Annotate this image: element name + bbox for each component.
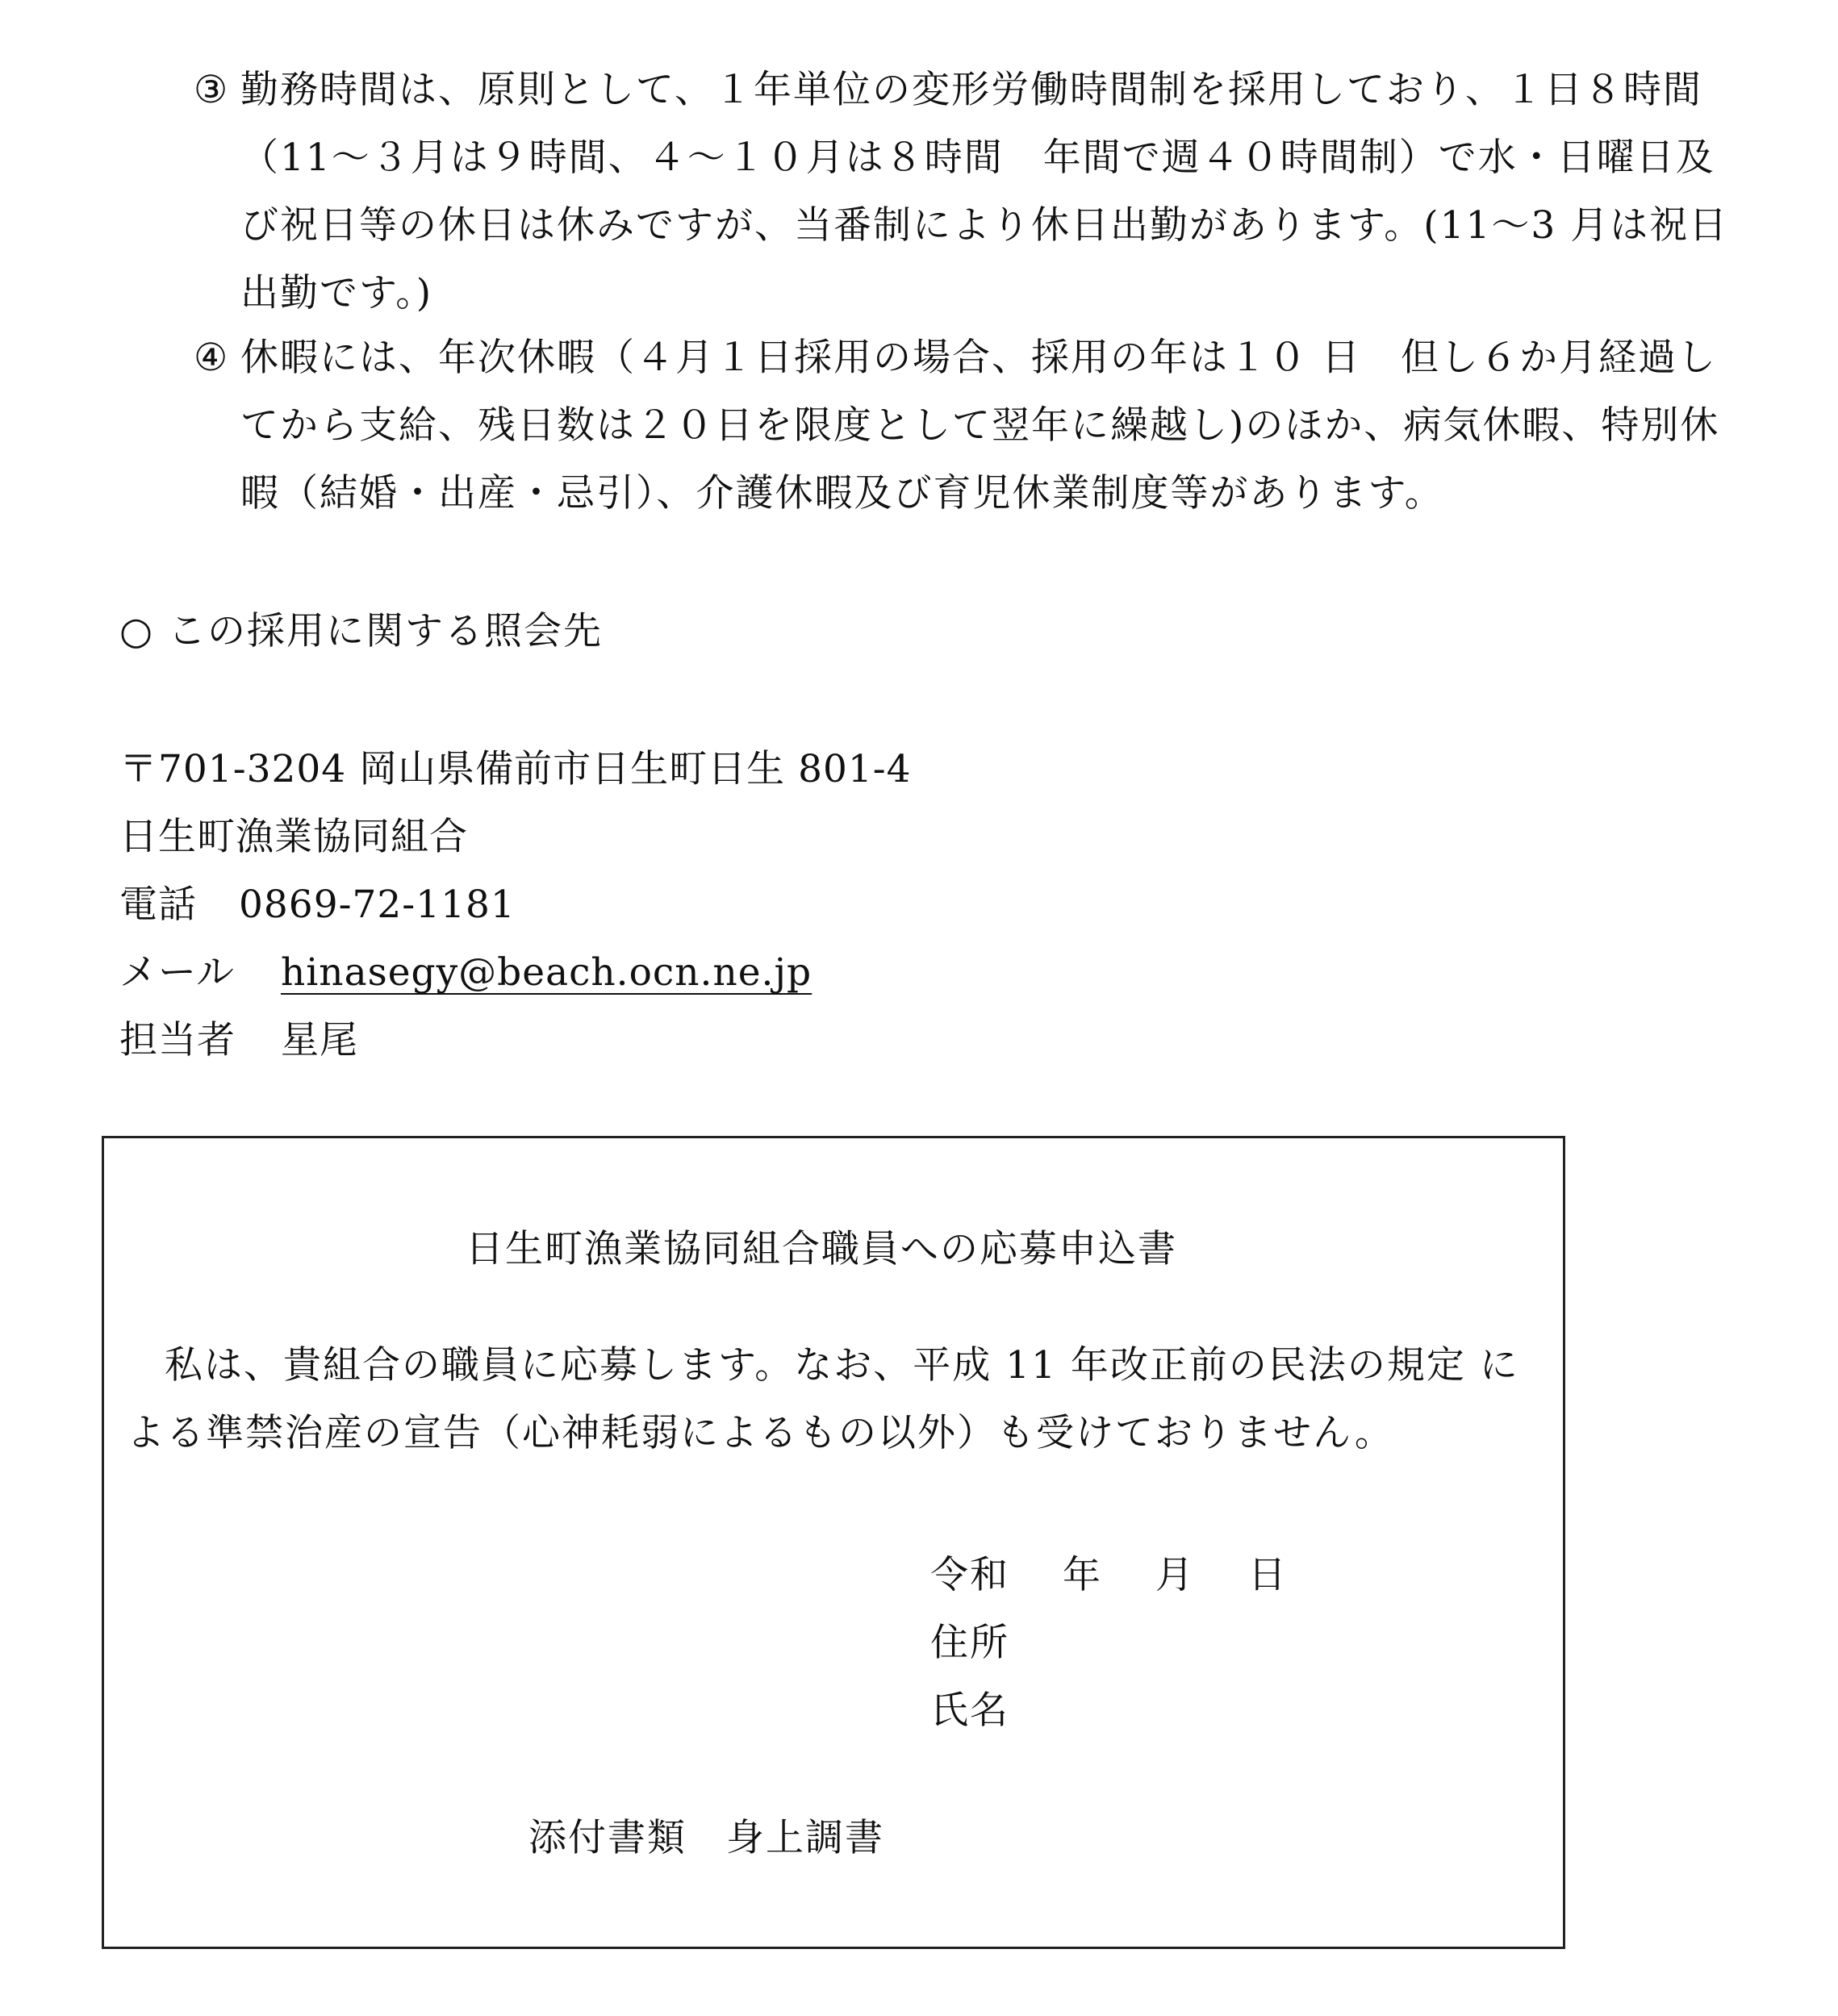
date-line: 令和 年 月 日 [930,1553,1288,1597]
phone-row [119,871,912,939]
item-line: 休暇には、年次休暇（４月１日採用の場合、採用の年は１０ 日 但し６か月経過し [240,336,1717,380]
organization-name: 日生町漁業協同組合 [119,815,468,859]
contact-heading: ○ この採用に関する照会先 [119,609,603,653]
email-row [119,939,912,1007]
phone-number: 0869-72-1181 [239,883,516,927]
email-link[interactable]: hinasegy@beach.ocn.ne.jp [281,950,812,995]
address-field-label: 住所 [930,1621,1009,1665]
person-label: 担当者 [119,1018,236,1062]
item-line: び祝日等の休日は休みですが、当番制により休日出勤があります。(11～3 月は祝日 [240,203,1729,248]
item-text [240,324,1767,528]
item-line: 出勤です。) [240,271,433,315]
phone-label: 電話 [119,883,197,927]
item-line: 暇（結婚・出産・忌引）、介護休暇及び育児休業制度等があります。 [240,471,1444,515]
item-text [240,56,1767,328]
form-title: 日生町漁業協同組合職員への応募申込書 [466,1227,1177,1271]
attachment-note: 添付書類 身上調書 [528,1816,884,1860]
item-line: （11～３月は９時間、４～１０月は８時間 年間で週４０時間制）で水・日曜日及 [240,136,1715,180]
application-form-box [102,1136,1565,1949]
signature-block [930,1542,1288,1745]
email-label: メール [119,950,236,995]
item-marker: ④ [194,336,230,380]
form-statement: 私は、貴組合の職員に応募します。なお、平成 11 年改正前の民法の規定 による準禁治産の宣告（心神耗弱によるもの以外）も受けておりません。 [127,1343,1519,1455]
person-row [119,1007,912,1075]
item-marker: ③ [194,68,230,112]
contact-block [119,736,912,1075]
person-name: 星尾 [281,1018,358,1062]
item-line: てから支給、残日数は２０日を限度として翌年に繰越し)のほか、病気休暇、特別休 [240,403,1720,448]
work-hours-item [194,56,1767,328]
name-field-label: 氏名 [930,1688,1009,1733]
address-line: 〒701-3204 岡山県備前市日生町日生 801-4 [119,747,912,791]
leave-item [194,324,1767,528]
item-line: 勤務時間は、原則として、１年単位の変形労働時間制を採用しており、１日８時間 [240,68,1703,112]
